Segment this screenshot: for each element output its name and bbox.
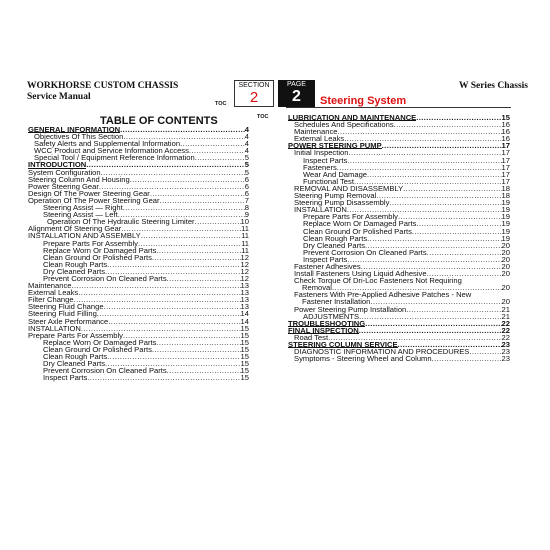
toc-entry-title: Steering Assist — Left [43,210,118,220]
toc-page-number: 20 [501,269,510,279]
toc-page-number: 11 [241,245,249,255]
leader-dots [195,218,241,225]
toc-tag: TOC [215,101,227,107]
toc-page-number: 13 [240,288,249,298]
toc-page-number: 23 [501,347,510,357]
toc-entry-title: REMOVAL AND DISASSEMBLY [294,183,404,193]
toc-entry-title: Replace Worn Or Damaged Parts [43,245,157,255]
toc-page-number: 5 [244,160,249,170]
toc-page-number: 10 [240,217,249,227]
toc-entry-title: Prevent Corrosion On Cleaned Parts [43,366,167,376]
toc-page-number: 19 [501,219,510,229]
toc-page-number: 17 [501,162,510,172]
leader-dots [141,232,241,239]
leader-dots [406,306,501,313]
toc-page-number: 21 [501,304,510,314]
leader-dots [403,185,501,192]
toc-page-number: 4 [244,125,249,134]
toc-page-number: 15 [240,337,249,347]
toc-page-number: 20 [501,261,510,271]
toc-entry-title: INSTALLATION AND ASSEMBLY [28,231,141,241]
leader-dots [180,140,245,147]
toc-entry-title: Power Steering Pump Installation [294,304,407,314]
toc-entry-title: Road Test [294,332,329,342]
toc-entry-title: Replace Worn Or Damaged Parts [43,337,157,347]
toc-page-number: 4 [244,139,249,149]
toc-page-number: 19 [501,198,510,208]
section-number: 2 [249,89,259,106]
page-label: PAGE [287,81,306,88]
toc-entry[interactable] [28,374,249,381]
toc-entry-title: Steering Fluid Change [28,302,104,312]
leader-dots [347,256,501,263]
leader-dots [167,367,241,374]
toc-entry-title: Inspect Parts [303,155,348,165]
toc-page-number: 23 [501,340,510,349]
toc-page-number: 22 [501,332,510,342]
leader-dots [87,374,240,381]
leader-dots [130,176,245,183]
toc-page-number: 15 [501,113,510,122]
leader-dots [359,327,502,334]
toc-entry-title: Prepare Parts For Assembly [303,212,398,222]
toc-entry-title: Dry Cleaned Parts [303,240,366,250]
toc-page-number: 22 [501,318,510,328]
toc-entry-title: STEERING COLUMN SERVICE [288,340,398,349]
leader-dots [120,126,245,133]
toc-entry-title-cont: Removal [302,283,332,293]
toc-entry-title: Clean Ground Or Polished Parts [303,226,412,236]
toc-entry-title: Prevent Corrosion On Cleaned Parts [43,273,167,283]
toc-entry-title: TROUBLESHOOTING [288,318,366,328]
toc-page-number: 20 [501,254,510,264]
toc-page-number: 15 [240,344,249,354]
toc-page-number: 12 [240,259,249,269]
toc-page-number: 22 [501,325,510,335]
toc-right-column [288,114,510,362]
toc-page-number: 23 [501,354,510,364]
leader-dots [367,171,502,178]
toc-page-number: 18 [501,191,510,201]
toc-left-column [28,126,249,381]
leader-dots [108,318,240,325]
toc-entry-title: Check Torque Of Dri-Loc Fasteners Not Requiring [294,276,462,286]
toc-page-number: 16 [501,120,510,130]
leader-dots [416,220,501,227]
leader-dots [367,235,501,242]
leader-dots [432,355,502,362]
toc-page-number: 14 [240,316,249,326]
toc-entry-title: Filter Change [28,295,74,305]
toc-title: TABLE OF CONTENTS [100,115,218,127]
toc-entry-title: Steering Pump Disassembly [294,198,390,208]
leader-dots [416,114,501,121]
toc-page-number: 13 [240,295,249,305]
toc-page-number: 15 [240,323,249,333]
toc-entry-title: Schedules And Specifications [294,120,394,130]
toc-page-number: 17 [501,141,510,151]
toc-entry-title: INTRODUCTION [28,160,87,170]
toc-entry-title: System Configuration [28,167,101,177]
toc-entry-title: DIAGNOSTIC INFORMATION AND PROCEDURES [294,347,470,357]
toc-entry[interactable] [288,355,510,362]
toc-entry-title: FINAL INSPECTION [288,325,359,335]
page-number: 2 [292,88,301,105]
toc-entry-title: Clean Ground Or Polished Parts [43,344,152,354]
toc-entry-title: Maintenance [28,281,72,291]
toc-page-number: 5 [244,153,249,163]
leader-dots [107,353,240,360]
toc-page-number: 15 [240,330,249,340]
company-name: WORKHORSE CUSTOM CHASSIS [27,81,179,91]
toc-page-number: 20 [501,247,510,257]
section-label: SECTION [238,82,270,89]
toc-entry-title: External Leaks [294,134,345,144]
toc-page-number: 11 [241,238,249,248]
leader-dots [152,254,241,261]
leader-dots [86,161,245,168]
toc-entry-title: GENERAL INFORMATION [28,125,121,134]
leader-dots [71,282,240,289]
leader-dots [107,261,240,268]
toc-entry-title: Clean Rough Parts [303,233,368,243]
toc-entry-title: Wear And Damage [303,169,368,179]
toc-entry-title: Objectives Of This Section [34,132,124,142]
leader-dots [150,190,245,197]
leader-dots [156,247,241,254]
leader-dots [160,197,245,204]
toc-entry-title: Inspect Parts [43,373,88,383]
toc-entry[interactable] [288,291,510,305]
toc-page-number: 8 [244,203,249,213]
toc-entry-title: Fasteners [303,162,337,172]
toc-entry-title: Dry Cleaned Parts [43,266,106,276]
toc-entry-title: Clean Rough Parts [43,352,108,361]
toc-entry-title-cont: Fastener Installation [302,297,371,307]
toc-page-number: 15 [240,359,249,369]
toc-page-number: 19 [501,226,510,236]
page-box [278,80,315,107]
toc-entry-title: Clean Rough Parts [43,259,108,269]
leader-dots [97,310,241,317]
toc-entry-title: Steering Fluid Filling [28,309,97,319]
toc-page-number: 13 [240,302,249,312]
toc-entry-title: Power Steering Gear [28,181,99,191]
toc-page-number: 18 [501,183,510,193]
toc-page-number: 4 [244,146,249,156]
leader-dots [348,149,501,156]
toc-entry-title: Functional Test [303,176,354,186]
toc-entry-title: Fasteners With Pre-Applied Adhesive Patches - New [294,290,472,300]
toc-entry[interactable] [288,277,510,291]
toc-page-number: 15 [240,373,249,383]
toc-entry-title: Initial Inspection [294,148,349,158]
toc-page-number: 13 [240,281,249,291]
toc-page-number: 21 [501,311,510,321]
toc-entry-title: Prepare Parts For Assembly [28,330,123,340]
toc-page-number: 6 [244,181,249,191]
leader-dots [469,348,501,355]
leader-dots [189,147,245,154]
toc-entry-title: Special Tool / Equipment Reference Information [34,153,195,163]
toc-page-number: 17 [501,148,510,158]
header-rule [286,107,511,108]
toc-entry-title: Install Fasteners Using Liquid Adhesive [294,269,427,279]
toc-entry-title: Maintenance [294,127,338,137]
toc-page-number: 7 [244,195,249,205]
toc-entry-title: Prevent Corrosion On Cleaned Parts [303,247,427,257]
toc-entry-title: Steering Pump Removal [294,191,377,201]
toc-page-number: 17 [501,176,510,186]
toc-entry-title: LUBRICATION AND MAINTENANCE [288,113,417,122]
toc-page-number: 17 [501,155,510,165]
toc-page-number: 5 [244,167,249,177]
toc-entry-title: Design Of The Power Steering Gear [28,188,150,198]
toc-page-number: 12 [240,273,249,283]
toc-tag-secondary: TOC [257,114,269,120]
toc-entry-title: Steering Column And Housing [28,174,130,184]
toc-page-number: 15 [240,366,249,376]
toc-page-number: 17 [501,169,510,179]
toc-entry-title: WCC Product and Service Information Access [34,146,189,156]
leader-dots [359,313,501,320]
leader-dots [394,121,502,128]
leader-dots [167,275,241,282]
toc-entry-title: External Leaks [28,288,79,298]
leader-dots [412,228,502,235]
leader-dots [123,204,245,211]
toc-entry-title: Inspect Parts [303,254,348,264]
leader-dots [347,157,501,164]
toc-page-number: 19 [501,212,510,222]
toc-page-number: 9 [244,210,249,220]
series-name: W Series Chassis [459,81,528,91]
toc-page-number: 11 [241,231,249,241]
toc-page-number: 6 [244,188,249,198]
toc-entry-title: Steering Assist — Right [43,203,123,213]
toc-entry-title: POWER STEERING PUMP [288,141,382,151]
toc-entry-title: Clean Ground Or Polished Parts [43,252,152,262]
leader-dots [376,192,501,199]
document-header [27,81,178,103]
toc-page-number: 15 [240,352,249,361]
leader-dots [337,128,501,135]
toc-page-number: 20 [501,297,510,307]
toc-entry-title: Symptoms - Steering Wheel and Column [294,354,432,364]
toc-entry-title: Fastener Adhesives [294,261,361,271]
toc-entry-title: Replace Worn Or Damaged Parts [303,219,417,229]
leader-dots [78,289,240,296]
toc-entry-title: Operation Of The Power Steering Gear [28,195,160,205]
toc-page-number: 12 [240,252,249,262]
toc-page-number: 20 [501,283,510,293]
toc-page-number: 20 [501,240,510,250]
leader-dots [427,249,502,256]
system-title: Steering System [320,95,407,107]
section-box [234,80,274,107]
toc-entry-title: INSTALLATION [28,323,81,333]
toc-entry-title: Safety Alerts and Supplemental Information [34,139,181,149]
toc-entry-title: ADJUSTMENTS [303,311,360,321]
toc-entry-title: Prepare Parts For Assembly [43,238,138,248]
toc-page-number: 12 [240,266,249,276]
toc-page-number: 6 [244,174,249,184]
leader-dots [195,154,245,161]
toc-page-number: 16 [501,134,510,144]
toc-page-number: 4 [244,132,249,142]
manual-name: Service Manual [27,92,91,102]
toc-entry-title: Steer Axle Performance [28,316,109,326]
toc-entry-title: Operation Of The Hydraulic Steering Limiter [47,217,195,227]
toc-entry-title: Alignment Of Steering Gear [28,224,122,234]
toc-page-number: 19 [501,205,510,215]
toc-page-number: 11 [241,224,249,234]
toc-entry-title: Dry Cleaned Parts [43,359,106,369]
leader-dots [104,303,241,310]
toc-page-number: 14 [240,309,249,319]
leader-dots [389,199,501,206]
toc-page-number: 19 [501,233,510,243]
leader-dots [152,346,241,353]
leader-dots [382,142,502,149]
toc-page-number: 16 [501,127,510,137]
leader-dots [365,320,501,327]
toc-entry-title: INSTALLATION [294,205,347,215]
leader-dots [156,339,240,346]
